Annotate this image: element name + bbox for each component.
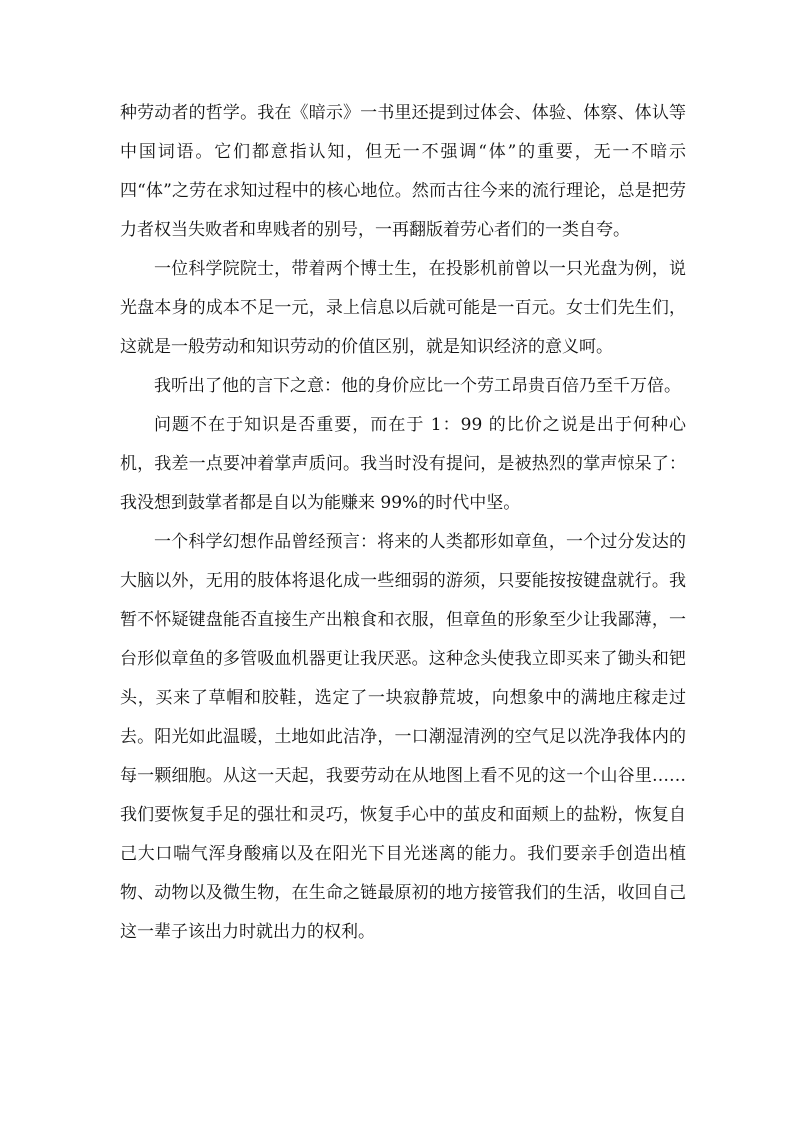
paragraph-1: 种劳动者的哲学。我在《暗示》一书里还提到过体会、体验、体察、体认等中国词语。它们都意指认知，但无一不强调“体”的重要，无一不暗示四“体”之劳在求知过程中的核心地位。然而古往今来的流行理论，总是把劳力者权当失败者和卑贱者的别号，一再翻版着劳心者们的一类自夸。 [120, 103, 686, 240]
paragraph-3: 我听出了他的言下之意：他的身价应比一个劳工昂贵百倍乃至千万倍。 [154, 376, 681, 396]
paragraph-5: 一个科学幻想作品曾经预言：将来的人类都形如章鱼，一个过分发达的大脑以外，无用的肢体将退化成一些细弱的游须，只要能按按键盘就行。我暂不怀疑键盘能否直接生产出粮食和衣服，但章鱼的形象至少让我鄙薄，一台形似章鱼的多管吸血机器更让我厌恶。这种念头使我立即买来了锄头和钯头，买来了草帽和胶鞋，选定了一块寂静荒坡，向想象中的满地庄稼走过去。阳光如此温暖，土地如此洁净，一口潮湿清洌的空气足以洗净我体内的每一颗细胞。从这一天起，我要劳动在从地图上看不见的这一个山谷里……我们要恢复手足的强壮和灵巧，恢复手心中的茧皮和面颊上的盐粉，恢复自己大口喘气浑身酸痛以及在阳光下目光迷离的能力。我们要亲手创造出植物、动物以及微生物，在生命之链最原初的地方接管我们的生活，收回自己这一辈子该出力时就出力的权利。 [120, 532, 686, 942]
paragraph-2: 一位科学院院士，带着两个博士生，在投影机前曾以一只光盘为例，说光盘本身的成本不足一元，录上信息以后就可能是一百元。女士们先生们，这就是一般劳动和知识劳动的价值区别，就是知识经济的意义呵。 [120, 259, 686, 357]
paragraph-4: 问题不在于知识是否重要，而在于 1：99 的比价之说是出于何种心机，我差一点要冲着掌声质问。我当时没有提问，是被热烈的掌声惊呆了：我没想到鼓掌者都是自以为能赚来 99%的时代中坚。 [120, 415, 686, 513]
document-body [120, 94, 686, 952]
